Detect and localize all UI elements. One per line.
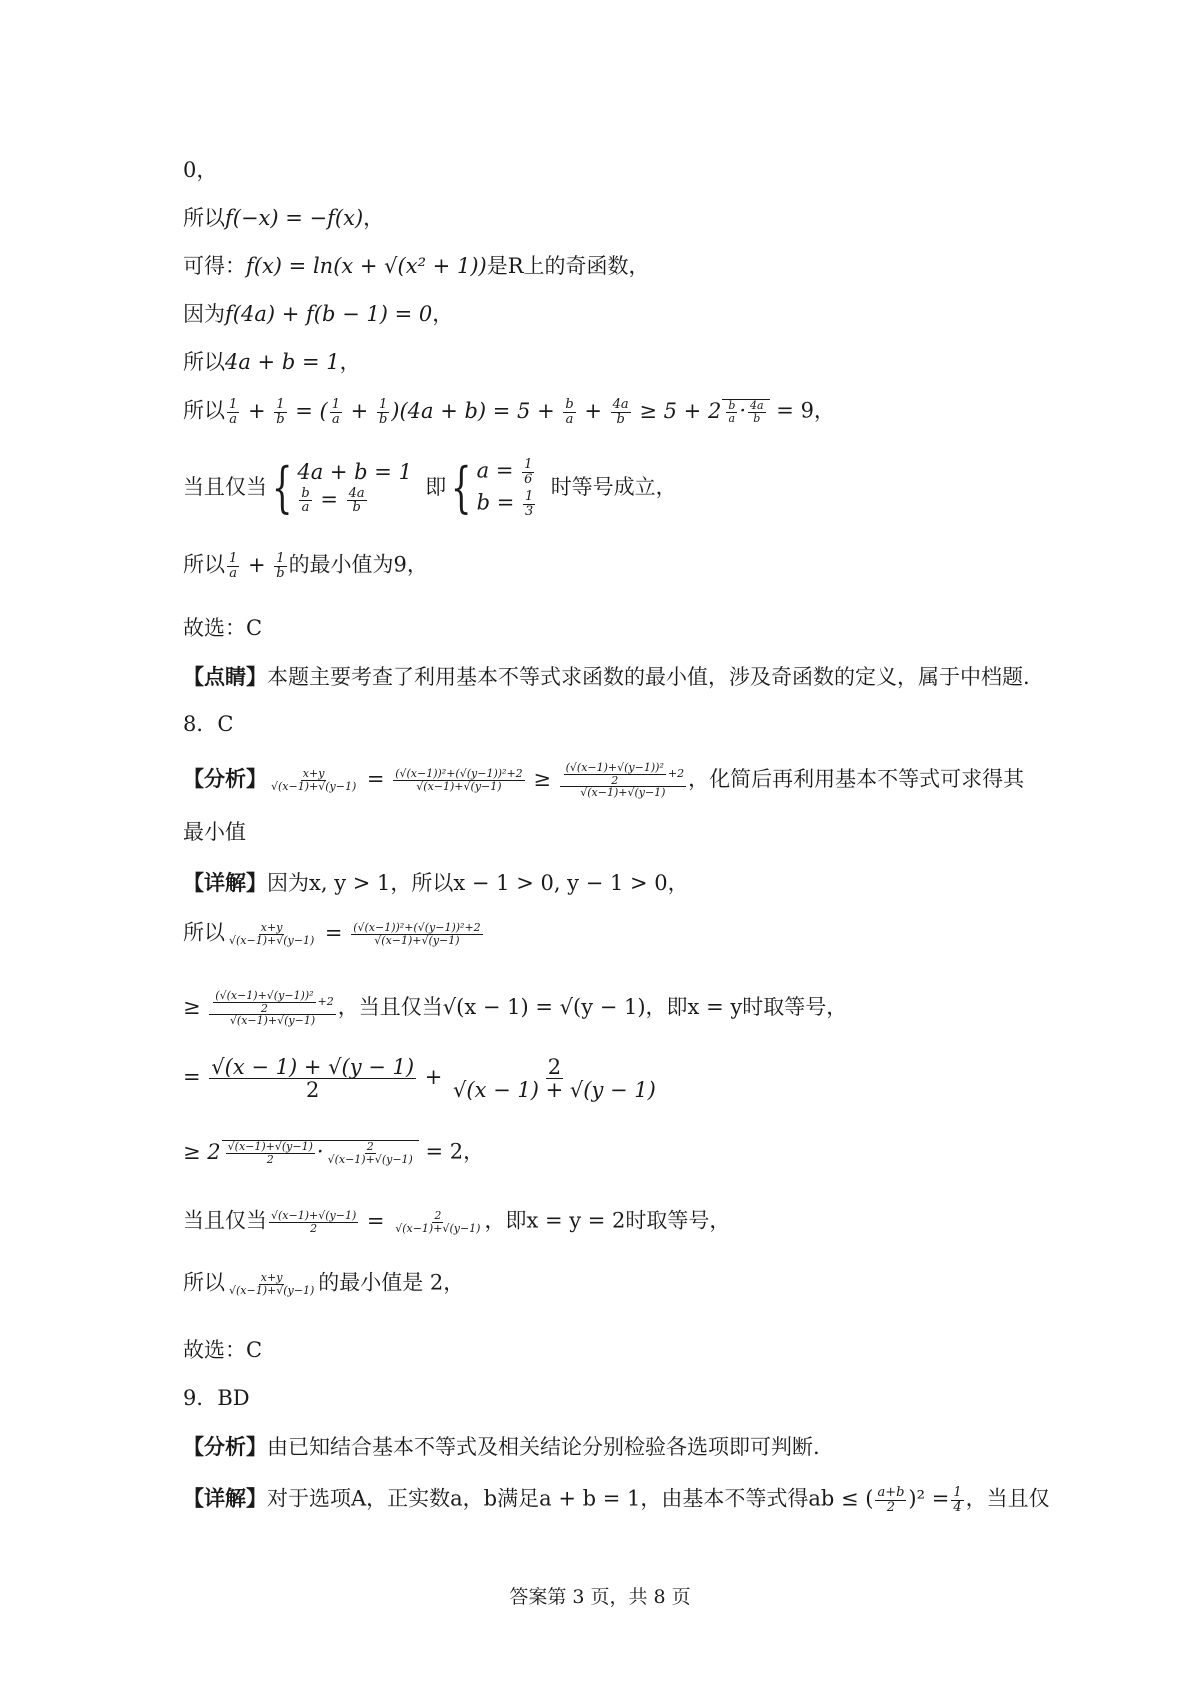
math-expr: $\frac{1}{a}$ + $\frac{1}{b}$ <box>229 551 285 581</box>
q8-analysis <box>183 762 1024 799</box>
text: 因为x, y > 1，所以x − 1 > 0, y − 1 > 0， <box>267 871 689 895</box>
text: 因为 <box>183 302 225 326</box>
question-number: 8．C <box>183 712 234 736</box>
q9-analysis <box>183 1436 820 1458</box>
page-footer <box>0 1582 1200 1609</box>
math-expr: $\frac{x+y}{√(x-1)+√(y-1)}$ = $\frac{\text{(√(x−1))²+(√(y−1))²+2}}{√(x-1)+√(y-1)}$ ≥ $\frac{\text{(√(x−1)+√(y−1))²}}{2}$ +2 √(x−1)+√(y−1) <box>271 761 685 800</box>
text: ，即x = y = 2时取等号， <box>484 1208 731 1233</box>
equation-system: 4a + b = 1 $\frac{b}{a}$ = $\frac{4a}{b}$ <box>297 459 412 516</box>
left-brace-icon: { <box>451 456 472 520</box>
q7-line-7 <box>183 458 677 519</box>
math-expr: ≥ 2 $\frac{√(x-1)+√(y-1)}{2}$ · $\frac{2}{√(x-1)+√(y-1)}$ <box>183 1140 426 1164</box>
equation-system: a = $\frac{1}{6}$ b = $\frac{1}{3}$ <box>476 457 534 519</box>
text: 对于选项A，正实数a，b满足a + b = 1，由基本不等式得ab ≤ ( <box>267 1486 874 1511</box>
q7-line-4 <box>183 304 453 325</box>
math-expr: ≥ $\frac{\text{(√(x−1)+√(y−1))²}}{2}$ +2 √(x−1)+√(y−1) <box>183 989 334 1028</box>
text: 可得： <box>183 254 246 278</box>
math-expr: = $\frac{√(x - 1) + √(y - 1)}{2}$ + $\frac{2}{√(x - 1) + √(y - 1)}$ <box>183 1055 656 1103</box>
punct: ， <box>432 302 454 326</box>
q8-step-3 <box>183 1056 660 1101</box>
text: = 2， <box>425 1139 485 1164</box>
question-number: 9．BD <box>183 1386 250 1410</box>
text: ，当且仅 <box>965 1486 1050 1511</box>
math-expr: $\frac{x+y}{√(x-1)+√(y-1)}$ <box>229 1271 315 1297</box>
q8-step-4 <box>183 1140 484 1165</box>
q8-title <box>183 714 233 735</box>
q7-line-9 <box>183 618 262 639</box>
math-expr: 4a + b = 1 <box>225 350 340 374</box>
text: 本题主要考查了利用基本不等式求函数的最小值，涉及奇函数的定义，属于中档题. <box>267 665 1030 689</box>
text: 由已知结合基本不等式及相关结论分别检验各选项即可判断. <box>267 1435 820 1459</box>
text: 当且仅当 <box>183 474 267 499</box>
q7-line-3 <box>183 256 650 277</box>
section-tag: 【详解】 <box>183 870 267 895</box>
text: 所以 <box>183 920 225 945</box>
punct: ， <box>363 206 385 230</box>
q7-line-8 <box>183 552 428 580</box>
text: 所以 <box>183 1270 225 1295</box>
math-expr: $\frac{1}{a}$ + $\frac{1}{b}$ = ( $\frac{1}{a}$ + $\frac{1}{b}$ )(4a + b) = 5 + $\frac{b}{a}$ + $\frac{4a}{b}$ ≥ 5 + 2 $\frac{b}{a}$ · $\frac{4a}{b}$ <box>225 399 776 423</box>
punct: ， <box>339 350 361 374</box>
text: ，化简后再利用基本不等式可求得其 <box>688 766 1025 791</box>
q8-step-6 <box>183 1272 464 1296</box>
text: 最小值 <box>183 820 246 844</box>
section-tag: 【详解】 <box>183 1485 267 1511</box>
q9-detail <box>183 1486 1050 1514</box>
q8-detail <box>183 872 689 894</box>
math-expr: f(−x) = −f(x) <box>225 206 364 230</box>
q8-step-7 <box>183 1340 262 1361</box>
q7-line-6 <box>183 398 835 426</box>
math-fraction: $\frac{a+b}{2}$ <box>877 1485 905 1515</box>
text: 的最小值是 2， <box>318 1270 465 1295</box>
q7-line-1 <box>183 160 217 181</box>
section-tag: 【分析】 <box>183 765 267 791</box>
text: 当且仅当 <box>183 1208 267 1233</box>
math-expr: $\frac{√(x-1)+√(y-1)}{2}$ = $\frac{2}{√(x-1)+√(y-1)}$ <box>271 1208 481 1235</box>
q8-analysis-line2 <box>183 822 246 843</box>
left-brace-icon: { <box>271 456 293 520</box>
math-expr: $\frac{x+y}{√(x-1)+√(y-1)}$ = $\frac{\text{(√(x−1))²+(√(y−1))²+2}}{√(x-1)+√(y-1)}$ <box>229 920 481 947</box>
text: 所以 <box>183 398 225 423</box>
q7-line-2 <box>183 208 384 229</box>
math-fraction: $\frac{1}{4}$ <box>953 1485 962 1515</box>
text: 即 <box>425 474 447 499</box>
text: 故选：C <box>183 1338 263 1362</box>
text: )² = <box>908 1486 950 1511</box>
q9-title <box>183 1388 250 1409</box>
q8-step-1 <box>183 922 485 946</box>
text: ，当且仅当√(x − 1) = √(y − 1)，即x = y时取等号， <box>337 994 848 1019</box>
q7-line-5 <box>183 352 361 373</box>
text: 所以 <box>183 206 225 230</box>
section-tag: 【分析】 <box>183 1434 267 1459</box>
text: 时等号成立， <box>550 474 677 499</box>
q8-step-5 <box>183 1210 730 1234</box>
q8-step-2 <box>183 990 847 1027</box>
text: 是R上的奇函数， <box>486 254 650 278</box>
text: 故选：C <box>183 616 263 640</box>
text: 所以 <box>183 552 225 577</box>
q7-comment <box>183 666 1030 688</box>
math-expr: f(4a) + f(b − 1) = 0 <box>225 302 433 326</box>
text: = 9， <box>776 398 835 423</box>
page-number-text: 答案第 3 页，共 8 页 <box>509 1586 691 1608</box>
math-expr: f(x) = ln(x + √(x² + 1)) <box>246 254 487 278</box>
text: 的最小值为9， <box>288 552 428 577</box>
section-tag: 【点睛】 <box>183 664 267 689</box>
text: 0， <box>183 158 218 182</box>
text: 所以 <box>183 350 225 374</box>
